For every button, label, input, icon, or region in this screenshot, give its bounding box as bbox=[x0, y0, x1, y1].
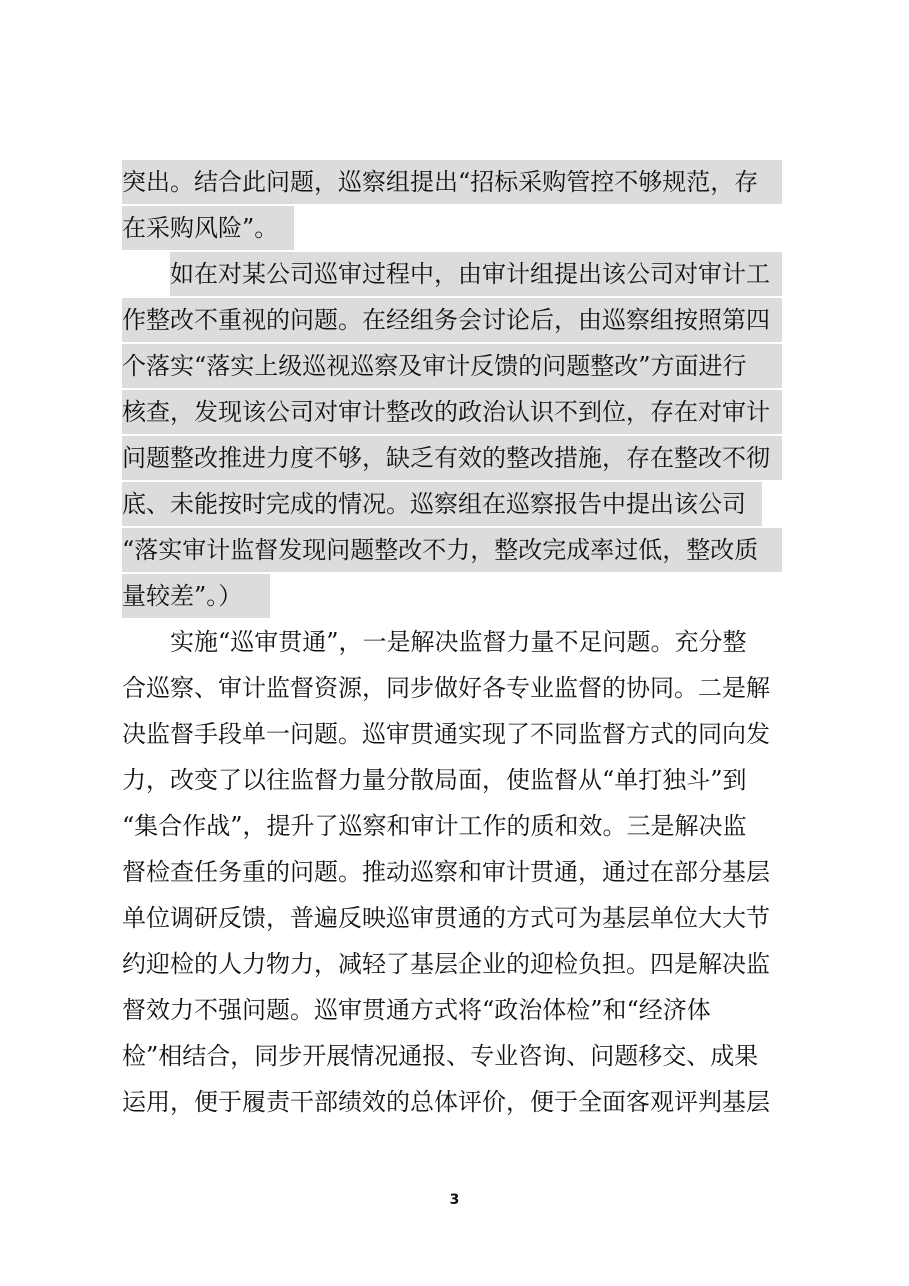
text-line: 问题整改推进力度不够，缺乏有效的整改措施，存在整改不彻 bbox=[122, 436, 782, 480]
text-line: 量较差”。） bbox=[122, 574, 270, 618]
text-line: 核查，发现该公司对审计整改的政治认识不到位，存在对审计 bbox=[122, 390, 782, 434]
text-line: 运用，便于履责干部绩效的总体评价，便于全面客观评判基层 bbox=[122, 1088, 770, 1116]
text-line: “落实审计监督发现问题整改不力，整改完成率过低，整改质 bbox=[122, 528, 782, 572]
text-line: 合巡察、审计监督资源，同步做好各专业监督的协同。二是解 bbox=[122, 674, 770, 702]
text-line: 单位调研反馈，普遍反映巡审贯通的方式可为基层单位大大节 bbox=[122, 904, 770, 932]
text-line: 作整改不重视的问题。在经组务会讨论后，由巡察组按照第四 bbox=[122, 298, 782, 342]
text-line: 约迎检的人力物力，减轻了基层企业的迎检负担。四是解决监 bbox=[122, 950, 770, 978]
text-line: 检”相结合，同步开展情况通报、专业咨询、问题移交、成果 bbox=[122, 1042, 759, 1070]
text-line: 督效力不强问题。巡审贯通方式将“政治体检”和“经济体 bbox=[122, 996, 711, 1024]
text-line: 决监督手段单一问题。巡审贯通实现了不同监督方式的同向发 bbox=[122, 720, 770, 748]
text-line: “集合作战”，提升了巡察和审计工作的质和效。三是解决监 bbox=[122, 812, 747, 840]
text-line: 底、未能按时完成的情况。巡察组在巡察报告中提出该公司 bbox=[122, 482, 762, 526]
text-line: 在采购风险”。 bbox=[122, 206, 294, 250]
page-number: 3 bbox=[449, 1192, 460, 1208]
text-line: 督检查任务重的问题。推动巡察和审计贯通，通过在部分基层 bbox=[122, 858, 770, 886]
text-line: 个落实“落实上级巡视巡察及审计反馈的问题整改”方面进行 bbox=[122, 344, 782, 388]
text-line: 实施“巡审贯通”，一是解决监督力量不足问题。充分整 bbox=[170, 628, 747, 656]
text-line: 力，改变了以往监督力量分散局面，使监督从“单打独斗”到 bbox=[122, 766, 747, 794]
text-line: 突出。结合此问题，巡察组提出“招标采购管控不够规范，存 bbox=[122, 160, 782, 204]
text-line: 如在对某公司巡审过程中，由审计组提出该公司对审计工 bbox=[170, 252, 782, 296]
